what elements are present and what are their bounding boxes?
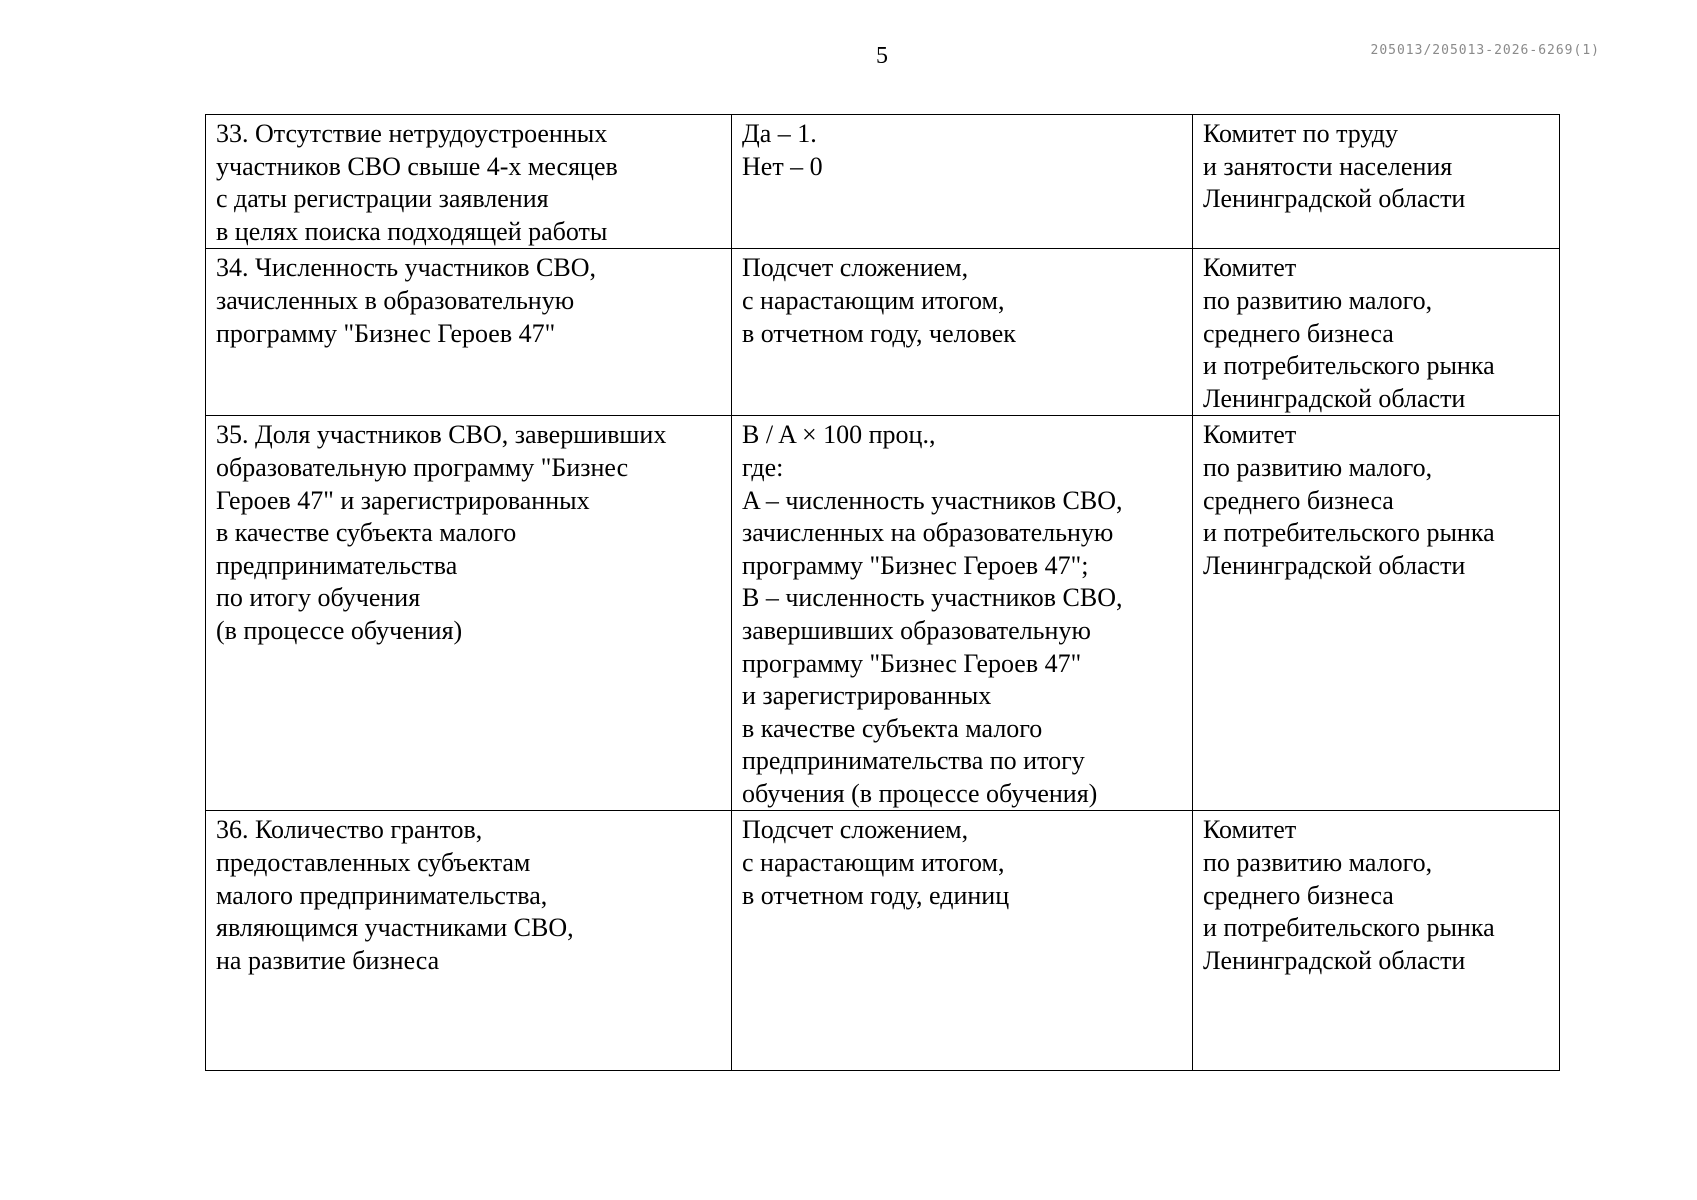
page-number: 5 (876, 43, 888, 69)
table-row (206, 249, 1560, 416)
responsible-cell: Комитет по развитию малого, среднего бизнеса и потребительского рынка Ленинградской области (1193, 416, 1560, 811)
indicator-cell: 33. Отсутствие нетрудоустроенных участников СВО свыше 4-х месяцев с даты регистрации заявления в целях поиска подходящей работы (206, 115, 732, 249)
responsible-cell: Комитет по развитию малого, среднего бизнеса и потребительского рынка Ленинградской области (1193, 811, 1560, 1071)
method-cell: Подсчет сложением, с нарастающим итогом, в отчетном году, единиц (732, 811, 1193, 1071)
table-row (206, 811, 1560, 1071)
indicators-table (205, 114, 1560, 1071)
indicator-cell: 36. Количество грантов, предоставленных субъектам малого предпринимательства, являющимся участниками СВО, на развитие бизнеса (206, 811, 732, 1071)
indicator-cell: 35. Доля участников СВО, завершивших образовательную программу "Бизнес Героев 47" и зарегистрированных в качестве субъекта малого предпринимательства по итогу обучения (в процессе обучения) (206, 416, 732, 811)
method-cell: Подсчет сложением, с нарастающим итогом, в отчетном году, человек (732, 249, 1193, 416)
method-cell: Да – 1. Нет – 0 (732, 115, 1193, 249)
method-cell: B / A × 100 проц., где: A – численность участников СВО, зачисленных на образовательную программу "Бизнес Героев 47"; B – численность участников СВО, завершивших образовательную программу "Бизнес Героев 47" и зарегистрированных в качестве субъекта малого предпринимательства по итогу обучения (в процессе обучения) (732, 416, 1193, 811)
table-row (206, 416, 1560, 811)
document-id: 205013/205013-2026-6269(1) (1370, 43, 1600, 58)
indicator-cell: 34. Численность участников СВО, зачисленных в образовательную программу "Бизнес Героев 47" (206, 249, 732, 416)
responsible-cell: Комитет по развитию малого, среднего бизнеса и потребительского рынка Ленинградской области (1193, 249, 1560, 416)
table-row (206, 115, 1560, 249)
responsible-cell: Комитет по труду и занятости населения Ленинградской области (1193, 115, 1560, 249)
